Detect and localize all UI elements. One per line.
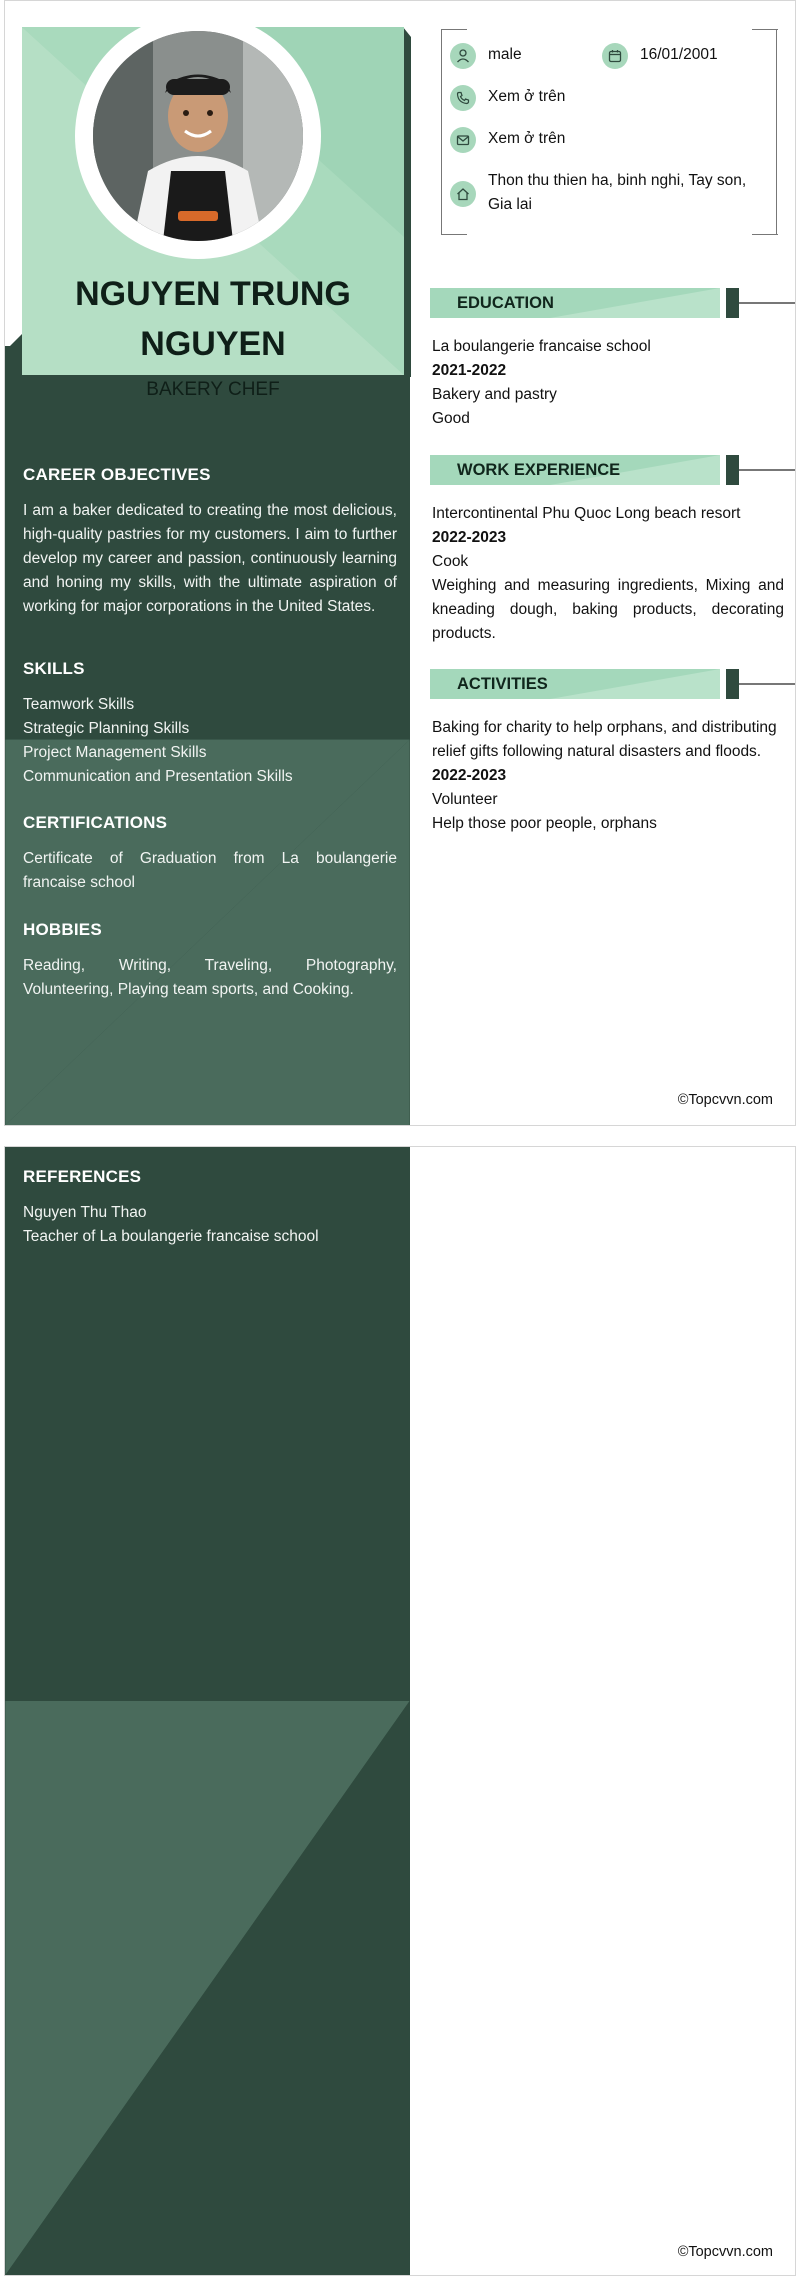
band-tab xyxy=(726,455,739,485)
work-experience-band xyxy=(430,455,720,485)
section-heading: WORK EXPERIENCE xyxy=(457,461,621,479)
objective-text: I am a baker dedicated to creating the most delicious, high-quality pastries for my customers. I aim to further develop my career and passion, continuously learning and honing my skills, with the ultimate aspiration of working for major corporations in the United States. xyxy=(23,502,397,615)
references-section xyxy=(23,1167,397,1249)
left-sidebar xyxy=(5,1147,410,2275)
email-value: Xem ở trên xyxy=(488,130,566,147)
phone-value: Xem ở trên xyxy=(488,88,566,105)
skills-list xyxy=(23,693,397,789)
address-row xyxy=(450,169,770,217)
experience-position: Cook xyxy=(432,553,469,570)
list-item: Strategic Planning Skills xyxy=(23,720,190,737)
section-heading: HOBBIES xyxy=(23,920,102,939)
job-title: BAKERY CHEF xyxy=(146,379,280,400)
band-tab xyxy=(726,669,739,699)
section-heading: ACTIVITIES xyxy=(457,675,548,693)
resume-page-1 xyxy=(4,0,796,1126)
band-tab xyxy=(726,288,739,318)
candidate-name xyxy=(22,269,404,369)
footer-watermark: ©Topcvvn.com xyxy=(677,1092,773,1108)
activity-period: 2022-2023 xyxy=(432,767,507,784)
activity-role: Volunteer xyxy=(432,791,498,808)
activity-description: Baking for charity to help orphans, and distributing relief gifts following natural disasters and floods. xyxy=(432,719,777,760)
reference-name: Nguyen Thu Thao xyxy=(23,1204,147,1221)
gender-row xyxy=(450,43,522,69)
section-heading: SKILLS xyxy=(23,659,85,678)
hobbies-section xyxy=(23,920,397,1002)
address-value: Thon thu thien ha, binh nghi, Tay son, Gia lai xyxy=(488,172,747,213)
certifications-section xyxy=(23,813,397,895)
company-name: Intercontinental Phu Quoc Long beach resort xyxy=(432,505,741,522)
band-line xyxy=(739,683,796,685)
activity-detail: Help those poor people, orphans xyxy=(432,815,657,832)
certification-text: Certificate of Graduation from La boulangerie francaise school xyxy=(23,850,397,891)
name-line-1: NGUYEN TRUNG xyxy=(75,275,351,313)
band-line xyxy=(739,302,796,304)
home-icon xyxy=(450,181,476,207)
career-objectives-section xyxy=(23,465,397,619)
list-item: Communication and Presentation Skills xyxy=(23,768,293,785)
education-band xyxy=(430,288,720,318)
activities-band xyxy=(430,669,720,699)
user-icon xyxy=(450,43,476,69)
school-name: La boulangerie francaise school xyxy=(432,338,651,355)
birthday-row xyxy=(602,43,718,69)
footer-watermark: ©Topcvvn.com xyxy=(677,2244,773,2260)
email-row xyxy=(450,127,565,153)
band-line xyxy=(739,469,796,471)
chef-photo xyxy=(93,31,303,241)
phone-icon xyxy=(450,85,476,111)
activities-content xyxy=(432,716,784,836)
education-period: 2021-2022 xyxy=(432,362,507,379)
experience-description: Weighing and measuring ingredients, Mixing and kneading dough, baking products, decorating products. xyxy=(432,577,784,642)
education-major: Bakery and pastry xyxy=(432,386,557,403)
section-heading: REFERENCES xyxy=(23,1167,142,1186)
section-heading: EDUCATION xyxy=(457,294,554,312)
education-content xyxy=(432,335,784,431)
references-list xyxy=(23,1201,397,1249)
contact-info-box xyxy=(441,29,777,235)
header-shadow-edge xyxy=(403,27,411,377)
resume-page-2 xyxy=(4,1146,796,2276)
gender-value: male xyxy=(488,46,522,63)
hobbies-text: Reading, Writing, Traveling, Photography, Volunteering, Playing team sports, and Cooking. xyxy=(23,957,397,998)
section-heading: CAREER OBJECTIVES xyxy=(23,465,211,484)
birthday-value: 16/01/2001 xyxy=(640,46,718,63)
experience-period: 2022-2023 xyxy=(432,529,507,546)
sidebar-decoration xyxy=(5,1147,410,2275)
phone-row xyxy=(450,85,565,111)
work-experience-content xyxy=(432,502,784,646)
mail-icon xyxy=(450,127,476,153)
reference-role: Teacher of La boulangerie francaise school xyxy=(23,1228,319,1245)
education-result: Good xyxy=(432,410,470,427)
list-item: Teamwork Skills xyxy=(23,696,135,713)
skills-section xyxy=(23,659,397,789)
name-line-2: NGUYEN xyxy=(140,325,286,363)
calendar-icon xyxy=(602,43,628,69)
section-heading: CERTIFICATIONS xyxy=(23,813,168,832)
list-item: Project Management Skills xyxy=(23,744,207,761)
